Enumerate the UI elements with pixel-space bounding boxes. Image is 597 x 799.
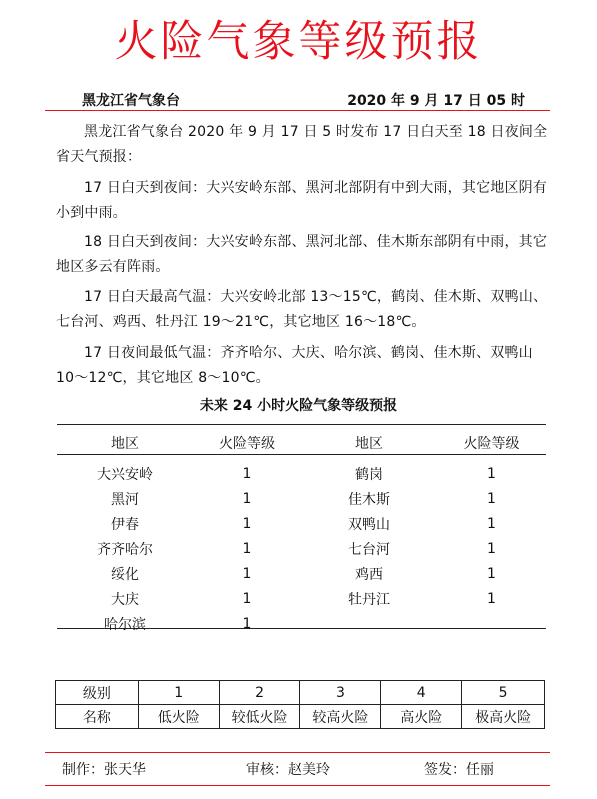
level-name-cell: 低火险 bbox=[138, 705, 219, 729]
level-cell: 4 bbox=[381, 681, 462, 705]
level-name-cell: 高火险 bbox=[381, 705, 462, 729]
paragraph-intro: 黑龙江省气象台 2020 年 9 月 17 日 5 时发布 17 日白天至 18 日夜间全省天气预报： bbox=[56, 124, 548, 165]
level-cell: 5 bbox=[462, 681, 545, 705]
paragraph-min-temp: 17 日夜间最低气温：齐齐哈尔、大庆、哈尔滨、鹤岗、佳木斯、双鸭山 10～12℃，其它地区 8～10℃。 bbox=[56, 345, 533, 386]
cell-level: 1 bbox=[242, 465, 252, 482]
table-row bbox=[57, 511, 546, 536]
paragraph-day17: 17 日白天到夜间：大兴安岭东部、黑河北部阴有中到大雨，其它地区阴有小到中雨。 bbox=[56, 180, 548, 221]
cell-level: 1 bbox=[487, 515, 496, 532]
issue-datetime: 2020 年 9 月 17 日 05 时 bbox=[347, 93, 525, 109]
level-cell: 2 bbox=[219, 681, 300, 705]
table-row bbox=[57, 611, 546, 636]
cell-region: 鹤岗 bbox=[355, 466, 383, 483]
maker-credit: 制作：张天华 bbox=[62, 762, 146, 778]
table-body bbox=[57, 461, 546, 636]
cell-region: 大兴安岭 bbox=[97, 466, 153, 483]
paragraph-day18: 18 日白天到夜间：大兴安岭东部、黑河北部、佳木斯东部阴有中雨，其它地区多云有阵雨。 bbox=[56, 234, 548, 275]
cell-level: 1 bbox=[242, 490, 252, 507]
table-row bbox=[57, 561, 546, 586]
table-row bbox=[57, 586, 546, 611]
cell-region: 齐齐哈尔 bbox=[97, 541, 153, 558]
table-row bbox=[57, 461, 546, 486]
document-header bbox=[72, 90, 527, 110]
cell-region: 大庆 bbox=[111, 591, 139, 608]
document-title: 火险气象等级预报 bbox=[114, 17, 483, 67]
level-name-cell: 名称 bbox=[56, 705, 139, 729]
paragraph-max-temp: 17 日白天最高气温：大兴安岭北部 13～15℃，鹤岗、佳木斯、双鸭山、七台河、鸡西、牡丹江 19～21℃，其它地区 16～18℃。 bbox=[56, 289, 548, 330]
level-cell: 级别 bbox=[56, 681, 139, 705]
cell-region: 鸡西 bbox=[355, 566, 383, 583]
cell-region: 伊春 bbox=[111, 516, 139, 533]
cell-level: 1 bbox=[487, 590, 496, 607]
cell-region: 七台河 bbox=[348, 541, 390, 558]
cell-region: 佳木斯 bbox=[348, 491, 390, 508]
reviewer-credit: 审核：赵美玲 bbox=[246, 762, 330, 778]
cell-level: 1 bbox=[242, 515, 252, 532]
cell-region: 牡丹江 bbox=[348, 591, 390, 608]
header-red-rule bbox=[45, 110, 550, 111]
cell-level: 1 bbox=[487, 490, 496, 507]
cell-level: 1 bbox=[242, 540, 252, 557]
table-row bbox=[57, 486, 546, 511]
level-name-row bbox=[56, 705, 545, 729]
table-header-row bbox=[57, 430, 546, 455]
level-cell: 1 bbox=[138, 681, 219, 705]
cell-level: 1 bbox=[242, 565, 252, 582]
level-legend-table bbox=[55, 680, 545, 729]
footer-red-rule bbox=[45, 752, 550, 753]
level-cell: 3 bbox=[300, 681, 381, 705]
cell-level: 1 bbox=[242, 615, 252, 632]
forecast-table-title: 未来 24 小时火险气象等级预报 bbox=[199, 398, 398, 414]
cell-region: 哈尔滨 bbox=[104, 616, 146, 633]
cell-region: 绥化 bbox=[111, 566, 139, 583]
cell-level: 1 bbox=[487, 540, 496, 557]
table-row bbox=[57, 536, 546, 561]
header-level: 火险等级 bbox=[463, 435, 520, 452]
cell-region: 双鸭山 bbox=[348, 516, 390, 533]
issuer-credit: 签发：任丽 bbox=[424, 762, 494, 778]
cell-level: 1 bbox=[487, 465, 496, 482]
forecast-table bbox=[57, 430, 546, 636]
cell-region: 黑河 bbox=[111, 491, 139, 508]
bottom-red-rule bbox=[45, 785, 550, 786]
level-name-cell: 较高火险 bbox=[300, 705, 381, 729]
level-number-row bbox=[56, 681, 545, 705]
header-region: 地区 bbox=[355, 435, 383, 452]
table-top-rule bbox=[57, 424, 546, 425]
cell-level: 1 bbox=[242, 590, 252, 607]
issuing-organization: 黑龙江省气象台 bbox=[82, 93, 180, 109]
level-name-cell: 极高火险 bbox=[462, 705, 545, 729]
header-region: 地区 bbox=[111, 435, 139, 452]
cell-level: 1 bbox=[487, 565, 496, 582]
header-level: 火险等级 bbox=[219, 435, 275, 452]
level-name-cell: 较低火险 bbox=[219, 705, 300, 729]
